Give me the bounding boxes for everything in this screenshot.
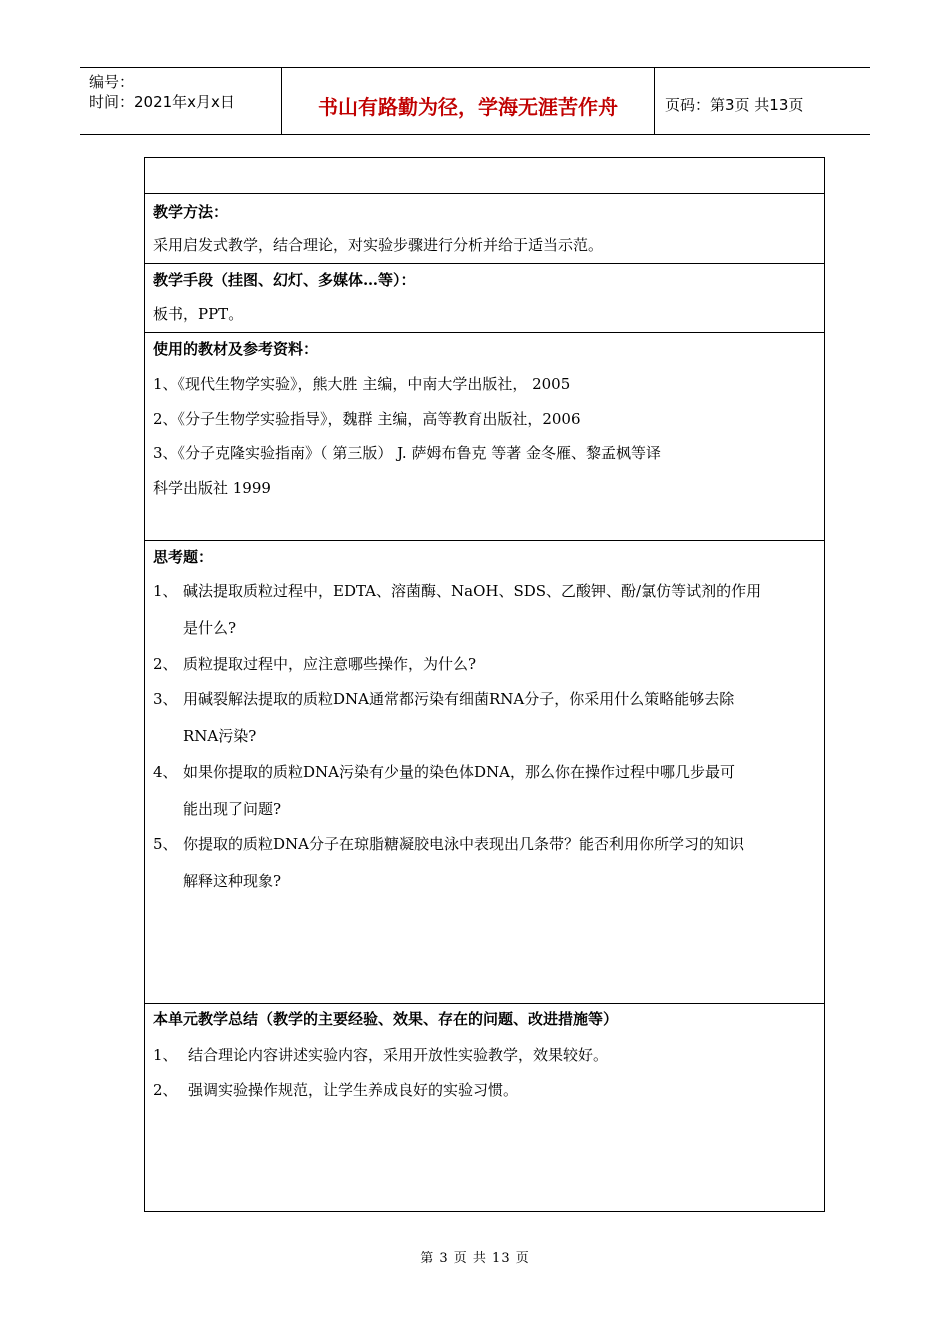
question-text: 你提取的质粒DNA分子在琼脂糖凝胶电泳中表现出几条带？能否利用你所学习的知识 — [183, 835, 744, 853]
question-number: 1、 — [153, 582, 178, 600]
question-number: 4、 — [153, 763, 178, 781]
question-text: RNA污染? — [183, 727, 257, 745]
ref-item: 2、《分子生物学实验指导》，魏群 主编，高等教育出版社，2006 — [153, 410, 581, 428]
summary-number: 1、 — [153, 1046, 178, 1064]
page-footer: 第 3 页 共 13 页 — [420, 1251, 530, 1266]
question-number: 2、 — [153, 655, 178, 673]
lesson-table — [144, 157, 825, 1212]
question-text: 用碱裂解法提取的质粒DNA通常都污染有细菌RNA分子，你采用什么策略能够去除 — [183, 690, 735, 708]
ref-item: 科学出版社 1999 — [153, 479, 271, 497]
row-divider — [145, 193, 824, 194]
question-text: 如果你提取的质粒DNA污染有少量的染色体DNA，那么你在操作过程中哪几步最可 — [183, 763, 735, 781]
question-text: 碱法提取质粒过程中，EDTA、溶菌酶、NaOH、SDS、乙酸钾、酚/氯仿等试剂的作用 — [183, 582, 762, 600]
question-text: 能出现了问题? — [183, 800, 282, 818]
time-label: 时间：2021年x月x日 — [89, 93, 235, 111]
summary-number: 2、 — [153, 1081, 178, 1099]
summary-text: 强调实验操作规范，让学生养成良好的实验习惯。 — [188, 1081, 519, 1099]
means-text: 板书，PPT。 — [153, 305, 244, 323]
ref-item: 3、《分子克隆实验指南》（ 第三版） J. 萨姆布鲁克 等著 金冬雁、黎孟枫等译 — [153, 444, 662, 462]
row-divider — [145, 263, 824, 264]
row-divider — [145, 540, 824, 541]
questions-title: 思考题： — [153, 548, 214, 566]
motto: 书山有路勤为径，学海无涯苦作舟 — [282, 68, 655, 134]
page-info: 页码：第3页 共13页 — [665, 96, 804, 114]
summary-text: 结合理论内容讲述实验内容，采用开放性实验教学，效果较好。 — [188, 1046, 609, 1064]
method-title: 教学方法： — [153, 203, 229, 221]
ref-item: 1、《现代生物学实验》，熊大胜 主编，中南大学出版社， 2005 — [153, 375, 571, 393]
header-meta — [80, 68, 282, 134]
refs-title: 使用的教材及参考资料： — [153, 340, 319, 358]
number-label: 编号： — [89, 73, 135, 91]
question-text: 是什么? — [183, 619, 237, 637]
means-title: 教学手段（挂图、幻灯、多媒体…等）： — [153, 271, 416, 289]
row-divider — [145, 332, 824, 333]
row-divider — [145, 1003, 824, 1004]
question-text: 质粒提取过程中，应注意哪些操作，为什么? — [183, 655, 477, 673]
summary-title: 本单元教学总结（教学的主要经验、效果、存在的问题、改进措施等） — [153, 1010, 619, 1028]
question-text: 解释这种现象? — [183, 872, 282, 890]
page-header — [80, 67, 870, 135]
question-number: 5、 — [153, 835, 178, 853]
question-number: 3、 — [153, 690, 178, 708]
method-text: 采用启发式教学，结合理论，对实验步骤进行分析并给于适当示范。 — [153, 236, 604, 254]
